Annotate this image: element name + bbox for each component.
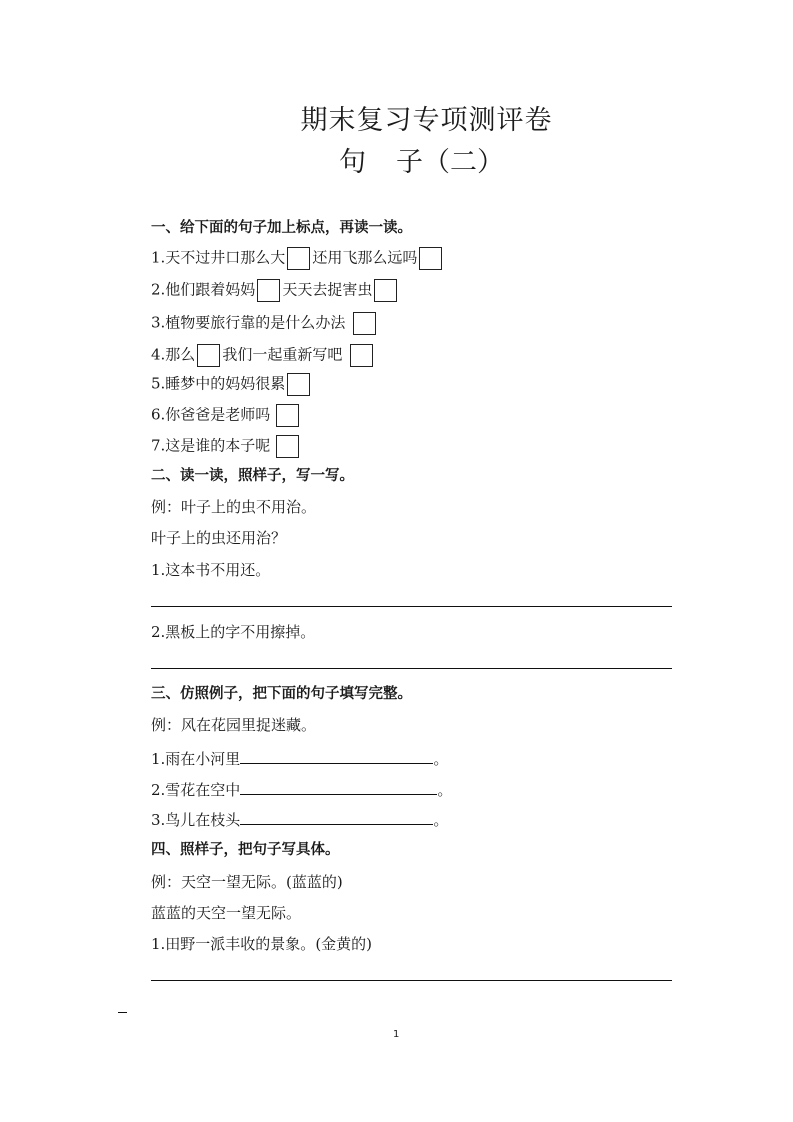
punctuation-box[interactable] (374, 279, 397, 302)
section3-item-2: 2.雪花在空中 。 (151, 778, 452, 800)
section1-item-3: 3.植物要旅行靠的是什么办法 (151, 312, 378, 335)
section4-heading: 四、照样子，把句子写具体。 (151, 842, 340, 858)
section3-example: 例：风在花园里捉迷藏。 (151, 716, 317, 734)
punctuation-box[interactable] (419, 247, 442, 270)
fill-blank[interactable] (240, 747, 433, 764)
section1-item-7: 7.这是谁的本子呢 (151, 435, 301, 458)
fill-blank[interactable] (240, 808, 433, 825)
section3-item-3: 3.鸟儿在枝头 。 (151, 808, 448, 830)
punctuation-box[interactable] (287, 247, 310, 270)
section2-example: 例：叶子上的虫不用治。 (151, 498, 317, 516)
section1-item-1: 1.天不过井口那么大 还用飞那么远吗 (151, 247, 444, 270)
punctuation-box[interactable] (257, 279, 280, 302)
section2-item-2: 2.黑板上的字不用擦掉。 (151, 623, 316, 641)
punctuation-box[interactable] (287, 373, 310, 396)
answer-line[interactable] (151, 668, 672, 669)
page-number: 1 (393, 1029, 400, 1040)
section1-item-5: 5.睡梦中的妈妈很累 (151, 373, 312, 396)
section4-example: 例：天空一望无际。(蓝蓝的) (151, 873, 343, 891)
section3-heading: 三、仿照例子，把下面的句子填写完整。 (151, 686, 412, 702)
section4-item-1: 1.田野一派丰收的景象。(金黄的) (151, 935, 373, 953)
section3-item-1: 1.雨在小河里 。 (151, 747, 448, 769)
punctuation-box[interactable] (276, 404, 299, 427)
section2-example-answer: 叶子上的虫还用治？ (151, 529, 287, 547)
section2-item-1: 1.这本书不用还。 (151, 561, 271, 579)
fill-blank[interactable] (240, 778, 437, 795)
section1-item-2: 2.他们跟着妈妈 天天去捉害虫 (151, 279, 399, 302)
section1-item-6: 6.你爸爸是老师吗 (151, 404, 301, 427)
answer-line[interactable] (151, 606, 672, 607)
page-subtitle (0, 140, 793, 179)
subtitle-left: 句 (339, 147, 366, 178)
section1-item-4: 4.那么 我们一起重新写吧 (151, 344, 375, 367)
answer-line[interactable] (151, 980, 672, 981)
punctuation-box[interactable] (350, 344, 373, 367)
margin-dash (118, 1012, 127, 1013)
page-title: 期末复习专项测评卷 (300, 105, 553, 136)
section2-heading: 二、读一读，照样子，写一写。 (151, 468, 354, 484)
punctuation-box[interactable] (353, 312, 376, 335)
section4-example-answer: 蓝蓝的天空一望无际。 (151, 904, 302, 922)
subtitle-right: 子（二） (396, 147, 504, 178)
section1-heading: 一、给下面的句子加上标点，再读一读。 (151, 220, 412, 236)
punctuation-box[interactable] (276, 435, 299, 458)
punctuation-box[interactable] (197, 344, 220, 367)
